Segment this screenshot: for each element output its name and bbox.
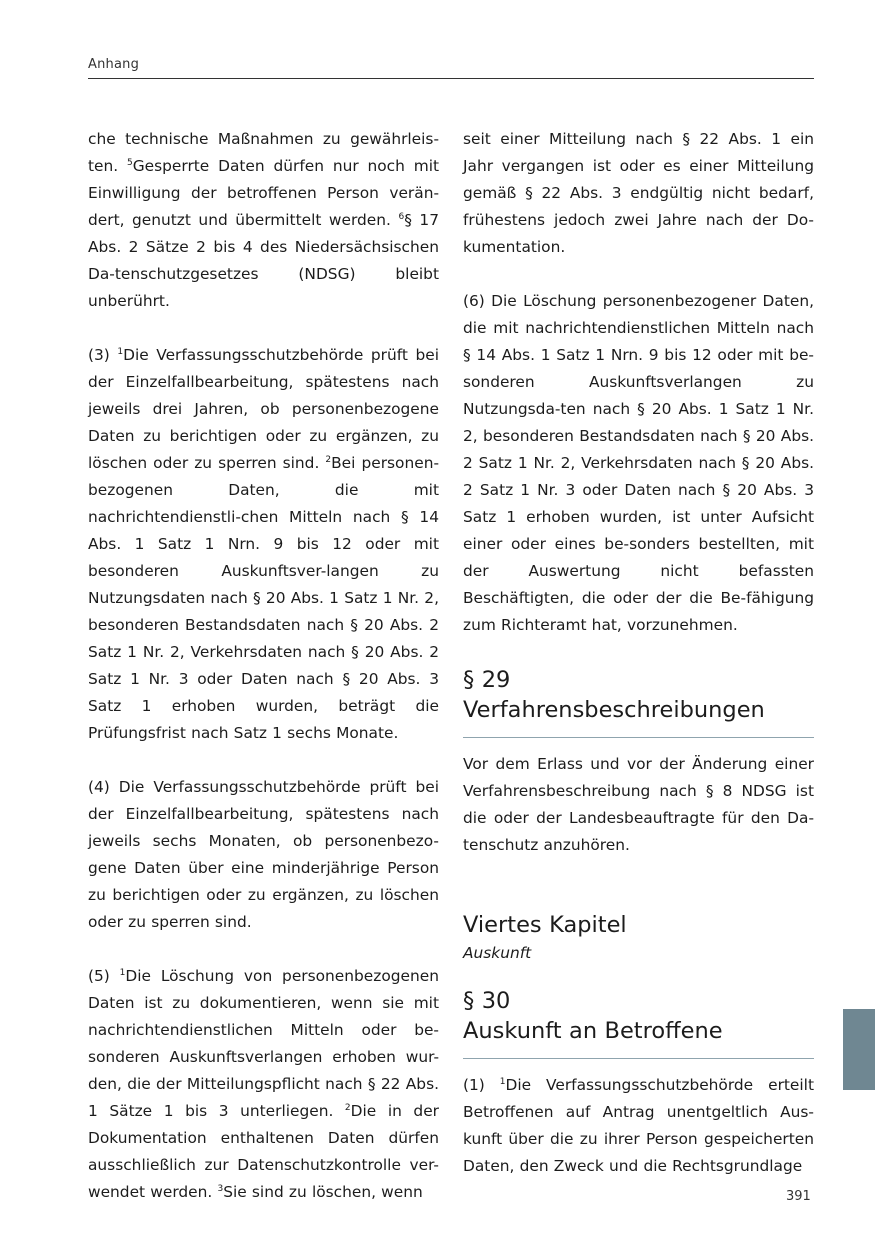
sentence-number: 5 — [127, 158, 133, 168]
sentence-number: 2 — [325, 455, 332, 465]
section-rule — [463, 737, 814, 738]
sentence-number: 2 — [344, 1103, 351, 1113]
paragraph-6: (6) Die Löschung personenbezogener Daten, die mit nachrichtendienstlichen Mitteln nach § 14 Abs. 1 Satz 1 Nrn. 9 bis 12 oder mit be-sonderen Auskunftsverlangen zu Nutzungsda-ten nach § 20 Abs. 1 Satz 1 Nr. 2, besonderen Bestandsdaten nach § 20 Abs. 2 Satz 1 Nr. 2, Verkehrsdaten nach § 20 Abs. 2 Satz 1 Nr. 3 oder Daten nach § 20 Abs. 3 Satz 1 erhoben wurden, ist unter Aufsicht einer oder eines be-sonders bestellten, mit der Auswertung nicht befassten Beschäftigten, die oder der die Be-fähigung zum Richteramt hat, vorzunehmen. — [463, 292, 814, 634]
paragraph-5: (5) $^1$Die Löschung von personenbezogenen Daten ist zu dokumentieren, wenn sie mit nachrichtendienstlichen Mitteln oder be-sonderen Auskunftsverlangen erhoben wur-den, die der Mitteilungspflicht nach § 22 Abs. 1 Sätze 1 bis 3 unterliegen. $^2$Die in der Dokumentation enthaltenen Daten dürfen ausschließlich zur Datenschutzkontrolle ver-wendet werden. $^3$Sie sind zu löschen, wenn — [88, 967, 439, 1201]
sentence-number: 1 — [117, 347, 124, 357]
section-number: § 29 — [463, 667, 511, 693]
section-29-text: Vor dem Erlass und vor der Änderung einer Verfahrensbeschreibung nach § 8 NDSG ist die oder der Landesbeauftragte für den Da-tenschutz anzuhören. — [463, 755, 814, 854]
section-title: Verfahrensbeschreibungen — [463, 697, 765, 723]
paragraph-4: (4) Die Verfassungsschutzbehörde prüft bei der Einzelfallbearbeitung, spätestens nach jeweils sechs Monaten, ob personenbezo-gene Daten über eine minderjährige Person zu berichtigen oder zu ergänzen, zu löschen oder zu sperren sind. — [88, 778, 439, 931]
running-header: Anhang — [88, 57, 140, 72]
sentence-number: 1 — [499, 1077, 506, 1087]
section-title: Auskunft an Betroffene — [463, 1018, 723, 1044]
chapter-title: Viertes Kapitel — [463, 912, 627, 938]
section-30-paragraph-1: (1) $^1$Die Verfassungsschutzbehörde erteilt Betroffenen auf Antrag unentgeltlich Aus-kunft über die zu ihrer Person gespeicherten Daten, den Zweck und die Rechtsgrundlage — [463, 1076, 814, 1175]
section-30-heading — [463, 986, 814, 1046]
chapter-heading — [463, 910, 814, 966]
section-29-heading — [463, 665, 814, 725]
chapter-tab-marker — [843, 1009, 875, 1090]
header-rule — [88, 78, 814, 79]
paragraph-5-continuation: seit einer Mitteilung nach § 22 Abs. 1 ein Jahr vergangen ist oder es einer Mitteilung gemäß § 22 Abs. 3 endgültig nicht bedarf, frühestens jedoch zwei Jahre nach der Do-kumentation. — [463, 130, 814, 256]
chapter-subtitle: Auskunft — [463, 944, 532, 962]
page-number: 391 — [786, 1189, 811, 1204]
sentence-number: 3 — [217, 1184, 224, 1194]
sentence-number: 6 — [398, 212, 405, 222]
paragraph-2-continuation: che technische Maßnahmen zu gewährleis-ten. $^5$Gesperrte Daten dürfen nur noch mit Einwilligung der betroffenen Person verän-dert, genutzt und übermittelt werden. $^6$§ 17 Abs. 2 Sätze 2 bis 4 des Niedersächsischen Da-tenschutzgesetzes (NDSG) bleibt unberührt. — [88, 130, 440, 310]
section-rule — [463, 1058, 814, 1059]
right-column — [463, 126, 814, 1180]
section-number: § 30 — [463, 988, 511, 1014]
paragraph-3: (3) $^1$Die Verfassungsschutzbehörde prüft bei der Einzelfallbearbeitung, spätestens nach jeweils drei Jahren, ob personenbezogene Daten zu berichtigen oder zu ergänzen, zu löschen oder zu sperren sind. $^2$Bei personen-bezogenen Daten, die mit nachrichtendienstli-chen Mitteln nach § 14 Abs. 1 Satz 1 Nrn. 9 bis 12 oder mit besonderen Auskunftsver-langen zu Nutzungsdaten nach § 20 Abs. 1 Satz 1 Nr. 2, besonderen Bestandsdaten nach § 20 Abs. 2 Satz 1 Nr. 2, Verkehrsdaten nach § 20 Abs. 2 Satz 1 Nr. 3 oder Daten nach § 20 Abs. 3 Satz 1 erhoben wurden, beträgt die Prüfungsfrist nach Satz 1 sechs Monate. — [88, 346, 439, 742]
sentence-number: 1 — [119, 968, 126, 978]
left-column — [88, 126, 439, 1206]
